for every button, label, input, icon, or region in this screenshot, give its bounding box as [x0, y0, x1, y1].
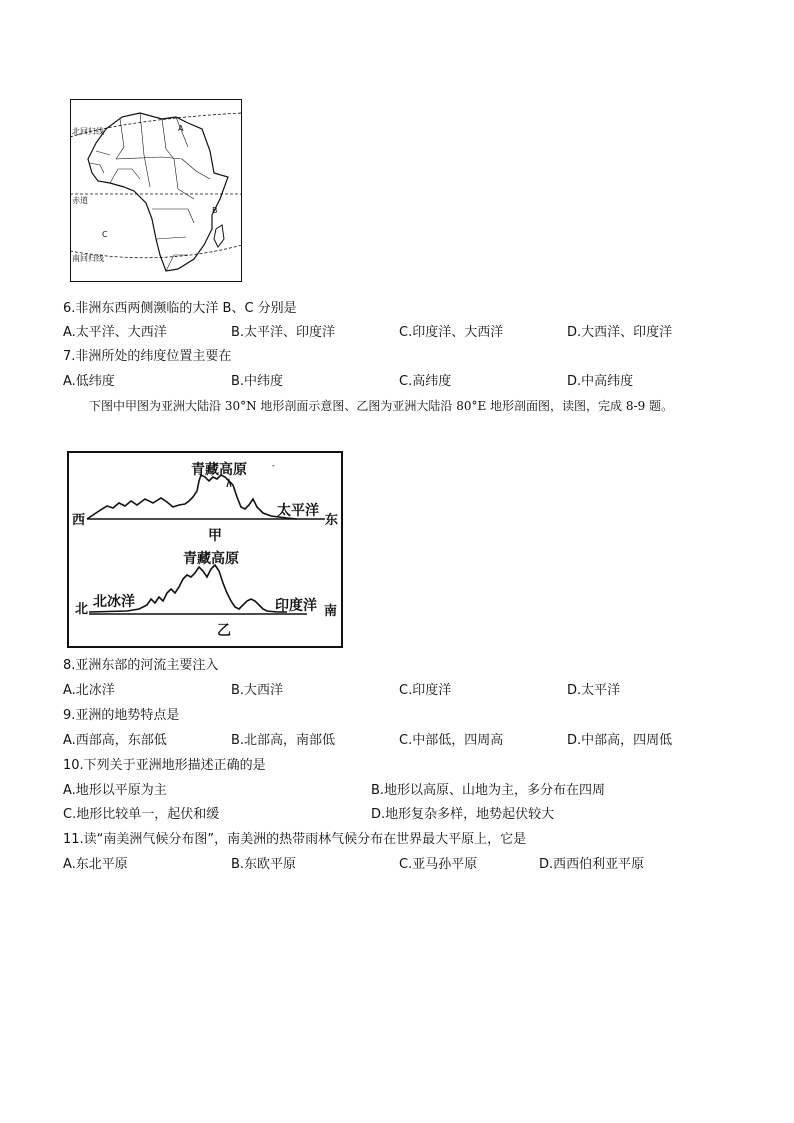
equator-label: 赤道 — [72, 196, 88, 205]
yi-north-label: 北 — [75, 602, 89, 617]
jia-ocean-label: 太平洋 — [277, 503, 319, 519]
yi-south-label: 南 — [324, 604, 338, 619]
question-8-stem: 8.亚洲东部的河流主要注入 — [63, 658, 219, 673]
q10-option-d[interactable]: D.地形复杂多样，地势起伏较大 — [371, 807, 555, 822]
label-a: A — [178, 124, 184, 133]
q6-option-b[interactable]: B.太平洋、印度洋 — [231, 325, 336, 340]
q9-option-a[interactable]: A.西部高，东部低 — [63, 733, 167, 748]
q10-option-a[interactable]: A.地形以平原为主 — [63, 783, 167, 798]
q6-option-c[interactable]: C.印度洋、大西洋 — [399, 325, 504, 340]
asia-profiles-figure — [67, 451, 343, 648]
q8-option-d[interactable]: D.太平洋 — [567, 683, 621, 698]
yi-ocean-south-label: 印度洋 — [275, 598, 317, 614]
q11-option-d[interactable]: D.西西伯利亚平原 — [539, 857, 645, 872]
tropic-capricorn-label: 南回归线 — [72, 254, 104, 263]
q7-option-b[interactable]: B.中纬度 — [231, 374, 284, 389]
question-7-stem: 7.非洲所处的纬度位置主要在 — [63, 349, 232, 364]
tropic-cancer-label: 北回归线 — [72, 127, 104, 136]
q11-option-b[interactable]: B.东欧平原 — [231, 857, 297, 872]
question-9-stem: 9.亚洲的地势特点是 — [63, 708, 180, 723]
q10-option-b[interactable]: B.地形以高原、山地为主，多分布在四周 — [371, 783, 606, 798]
svg-text:-: - — [272, 461, 275, 470]
q7-option-d[interactable]: D.中高纬度 — [567, 374, 634, 389]
question-6-stem: 6.非洲东西两侧濒临的大洋 B、C 分别是 — [63, 301, 297, 316]
q7-option-a[interactable]: A.低纬度 — [63, 374, 115, 389]
jia-west-label: 西 — [72, 513, 86, 528]
yi-plateau-label: 青藏高原 — [183, 551, 239, 567]
yi-profile-name: 乙 — [217, 623, 231, 639]
q6-option-d[interactable]: D.大西洋、印度洋 — [567, 325, 673, 340]
q8-option-a[interactable]: A.北冰洋 — [63, 683, 115, 698]
q9-option-d[interactable]: D.中部高，四周低 — [567, 733, 673, 748]
jia-plateau-label: 青藏高原 — [191, 462, 247, 478]
q8-option-c[interactable]: C.印度洋 — [399, 683, 452, 698]
q7-option-c[interactable]: C.高纬度 — [399, 374, 452, 389]
label-c: C — [102, 230, 108, 239]
q8-option-b[interactable]: B.大西洋 — [231, 683, 284, 698]
q11-option-a[interactable]: A.东北平原 — [63, 857, 128, 872]
intro-questions-8-9: 下图中甲图为亚洲大陆沿 30°N 地形剖面示意图、乙图为亚洲大陆沿 80°E 地形剖面图，读图，完成 8-9 题。 — [89, 399, 674, 413]
jia-profile-name: 甲 — [208, 528, 222, 544]
q11-option-c[interactable]: C.亚马孙平原 — [399, 857, 478, 872]
q9-option-c[interactable]: C.中部低，四周高 — [399, 733, 504, 748]
label-b: B — [212, 206, 218, 215]
jia-east-label: 东 — [325, 513, 339, 528]
q9-option-b[interactable]: B.北部高，南部低 — [231, 733, 336, 748]
question-11-stem: 11.读“南美洲气候分布图”，南美洲的热带雨林气候分布在世界最大平原上，它是 — [63, 832, 527, 847]
question-10-stem: 10.下列关于亚洲地形描述正确的是 — [63, 758, 266, 773]
q6-option-a[interactable]: A.太平洋、大西洋 — [63, 325, 167, 340]
q10-option-c[interactable]: C.地形比较单一，起伏和缓 — [63, 807, 220, 822]
yi-ocean-north-label: 北冰洋 — [93, 594, 135, 610]
africa-map — [70, 99, 242, 282]
